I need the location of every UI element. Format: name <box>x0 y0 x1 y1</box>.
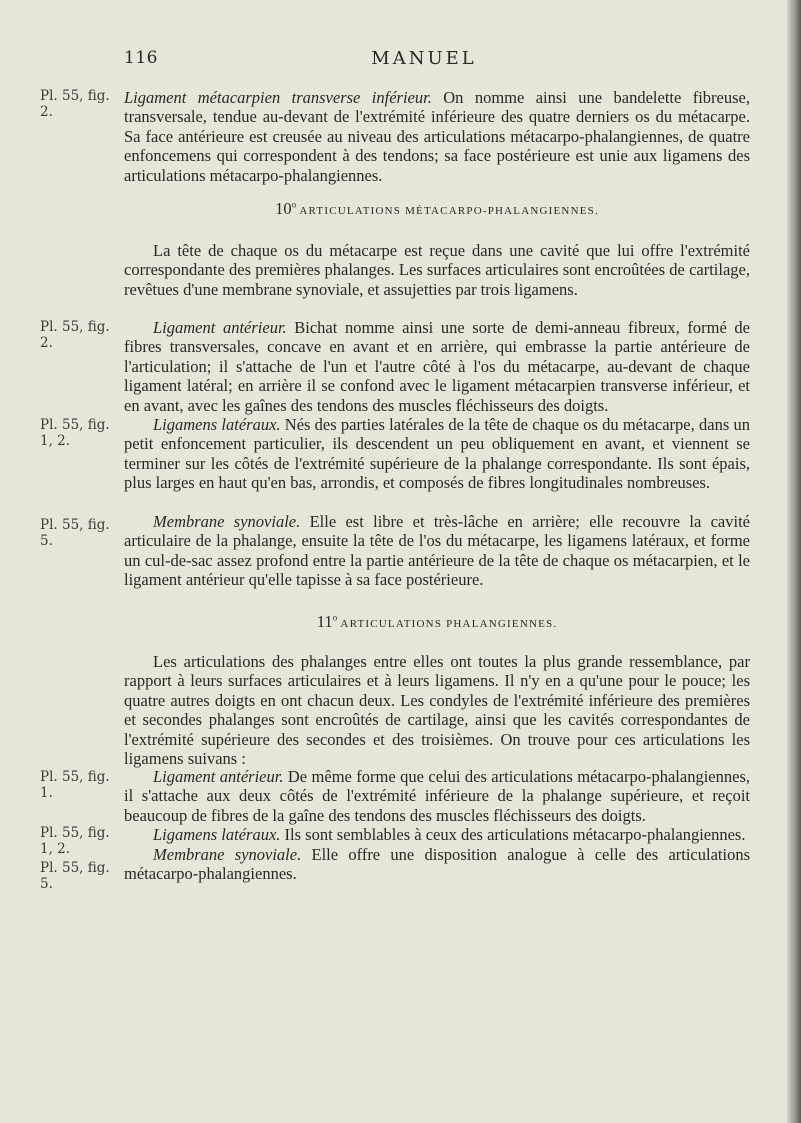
paragraph <box>124 88 750 185</box>
margin-note: Pl. 55, fig. 2. <box>40 319 110 351</box>
paragraph-term: Ligament métacarpien transverse inférieur. <box>124 88 432 107</box>
margin-note: Pl. 55, fig. 5. <box>40 517 110 549</box>
paragraph <box>124 512 750 590</box>
paragraph-text: Les articulations des phalanges entre elles ont toutes la plus grande ressemblance, par rapport à leurs surfaces articulaires et à leurs ligamens. Il n'y en a qu'une pour le pouce; les quatre autres doigts en ont chacun deux. Les condyles de l'extrémité inférieure des premières et secondes phalanges sont encroûtés de cartilage, ainsi que les cavités correspondantes de l'extrémité supérieure des secondes et des troisièmes. On trouve pour ces articulations les ligamens suivans : <box>124 652 750 769</box>
paragraph-text: Elle offre une disposition analogue à celle des articulations métacarpo-phalangiennes. <box>124 845 751 884</box>
paragraph-text: Ils sont semblables à ceux des articulations métacarpo-phalangiennes. <box>280 825 746 844</box>
page-header <box>124 48 724 72</box>
paragraph-text: On nomme ainsi une bandelette fibreuse, transversale, tendue au-devant de l'extrémité inférieure des quatre derniers os du métacarpe. Sa face antérieure est creusée au niveau des articulations métacarpo-phalangiennes, de quatre enfoncemens qui correspondent à des tendons; sa face postérieure est unie aux ligamens des articulations métacarpo-phalangiennes. <box>124 88 750 185</box>
paragraph-text: Nés des parties latérales de la tête de chaque os du métacarpe, dans un petit enfoncement particulier, ils descendent un peu obliquement en avant, et viennent se terminer sur les côtés de l'extrémité supérieure de la phalange correspondante. Ils sont épais, plus larges en haut qu'en bas, arrondis, et composés de fibres longitudinales nombreuses. <box>124 415 750 493</box>
paragraph-text: Elle est libre et très-lâche en arrière; elle recouvre la cavité articulaire de la phalange, ensuite la tête de l'os du métacarpe, les ligamens latéraux, et forme un cul-de-sac assez profond entre la partie antérieure de la tête de chaque os métacarpien, et le ligament antérieur qu'elle tapisse à sa face postérieure. <box>124 512 751 590</box>
paragraph-term: Membrane synoviale. <box>153 845 302 864</box>
section-heading <box>124 199 750 219</box>
paragraph-term: Ligament antérieur. <box>153 767 284 786</box>
section-number: 10$^o$ <box>275 199 297 218</box>
paragraph-text: De même forme que celui des articulations métacarpo-phalangiennes, il s'attache aux deux côtés de l'extrémité inférieure de la phalange supérieure, et reçoit beaucoup de fibres de la gaîne des tendons des muscles fléchisseurs des doigts. <box>124 767 750 825</box>
paragraph-term: Ligamens latéraux. <box>153 825 281 844</box>
section-title: ARTICULATIONS PHALANGIENNES. <box>340 618 558 630</box>
page-edge-shadow <box>787 0 801 1123</box>
paragraph-term: Ligament antérieur. <box>153 318 287 337</box>
page-number: 116 <box>124 48 158 68</box>
section-title: ARTICULATIONS MÉTACARPO-PHALANGIENNES. <box>299 205 599 217</box>
paragraph <box>124 845 750 884</box>
paragraph-text: La tête de chaque os du métacarpe est reçue dans une cavité que lui offre l'extrémité correspondante des premières phalanges. Les surfaces articulaires sont encroûtées de cartilage, revêtues d'une membrane synoviale, et assujetties par trois ligamens. <box>124 241 750 299</box>
paragraph <box>124 652 750 768</box>
margin-note: Pl. 55, fig. 1, 2. <box>40 825 110 857</box>
section-number: 11$^o$ <box>316 612 338 631</box>
paragraph <box>124 318 750 415</box>
paragraph <box>124 767 750 825</box>
margin-note: Pl. 55, fig. 1. <box>40 769 110 801</box>
paragraph <box>124 241 750 299</box>
margin-note: Pl. 55, fig. 2. <box>40 88 110 120</box>
paragraph-term: Membrane synoviale. <box>153 512 301 531</box>
running-head: MANUEL <box>371 48 477 69</box>
section-heading <box>124 612 750 632</box>
margin-note: Pl. 55, fig. 1, 2. <box>40 417 110 449</box>
margin-note: Pl. 55, fig. 5. <box>40 860 110 892</box>
paragraph <box>124 825 750 844</box>
paragraph <box>124 415 750 493</box>
paragraph-text: Bichat nomme ainsi une sorte de demi-anneau fibreux, formé de fibres transversales, concave en avant et en arrière, qui embrasse la partie antérieure de l'articulation; il s'attache de l'un et l'autre côté à l'os du métacarpe, au-devant de chaque ligament latéral; en arrière il se confond avec le ligament métacarpien transverse inférieur, et en avant, avec les gaînes des tendons des muscles fléchisseurs des doigts. <box>124 318 750 415</box>
paragraph-term: Ligamens latéraux. <box>153 415 281 434</box>
